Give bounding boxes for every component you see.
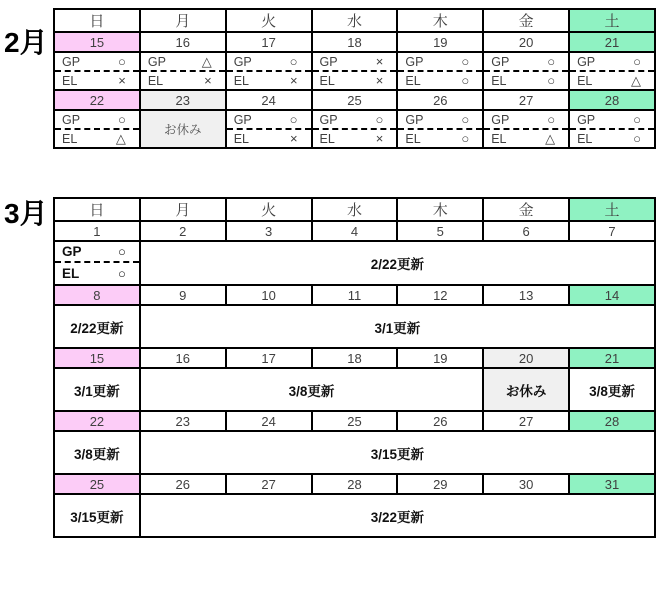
mark-symbol-circle: ○ [117,266,126,281]
mark-cell [569,71,655,90]
mark-cell [483,129,569,148]
mark-cell [569,129,655,148]
mark-label: EL [405,131,421,146]
mark-label: GP [62,244,82,259]
date-cell: 19 [397,32,483,52]
mark-cell [312,71,398,90]
mark-cell [226,129,312,148]
mark-symbol-triangle: △ [115,130,126,146]
date-cell: 27 [226,474,312,494]
mark-label: EL [62,73,78,88]
date-cell: 21 [569,348,655,368]
mark-symbol-cross: × [118,73,126,88]
february-calendar [4,8,656,149]
date-cell: 15 [54,348,140,368]
update-note-cell: 3/15更新 [140,431,655,474]
day-header-cell: 土 [569,198,655,221]
mark-symbol-circle: ○ [461,54,470,69]
day-header-cell: 木 [397,198,483,221]
mark-symbol-circle: ○ [289,112,298,127]
day-header-cell: 金 [483,198,569,221]
mark-symbol-circle: ○ [289,54,298,69]
date-cell: 12 [397,285,483,305]
mark-cell [226,71,312,90]
date-cell: 23 [140,90,226,110]
mark-label: GP [577,112,596,127]
date-cell: 31 [569,474,655,494]
day-header-cell: 土 [569,9,655,32]
mark-label: GP [577,54,596,69]
update-note-cell: 3/8更新 [569,368,655,411]
mark-label: EL [233,73,249,88]
mark-cell [54,71,140,90]
date-cell: 15 [54,32,140,52]
mark-symbol-cross: × [375,73,384,88]
date-cell: 28 [569,90,655,110]
mark-label: GP [62,112,81,127]
day-header-cell: 日 [54,9,140,32]
day-header-cell: 月 [140,9,226,32]
date-cell: 20 [483,348,569,368]
mark-cell [397,71,483,90]
mark-label: GP [233,54,252,69]
mark-label: EL [147,73,164,88]
date-cell: 24 [226,90,312,110]
day-header-cell: 火 [226,198,312,221]
date-cell: 25 [312,90,398,110]
mark-symbol-circle: ○ [633,54,641,69]
mark-cell [312,129,398,148]
date-cell: 11 [312,285,398,305]
date-cell: 24 [226,411,312,431]
mark-label: GP [491,112,510,127]
date-cell: 20 [483,32,569,52]
date-cell: 27 [483,411,569,431]
mark-label: EL [62,131,78,146]
mark-label: EL [233,131,249,146]
mark-symbol-circle: ○ [633,112,641,127]
mark-label: GP [319,112,338,127]
mark-label: GP [405,54,424,69]
mark-label: GP [233,112,252,127]
mark-symbol-circle: ○ [461,131,470,146]
day-header-cell: 月 [140,198,226,221]
mark-label: EL [319,73,335,88]
date-cell: 7 [569,221,655,241]
update-note-cell: 3/8更新 [140,368,483,411]
date-cell: 19 [397,348,483,368]
date-cell: 30 [483,474,569,494]
mark-label: EL [405,73,421,88]
mark-cell [312,52,398,71]
date-cell: 1 [54,221,140,241]
date-cell: 29 [397,474,483,494]
mark-symbol-cross: × [375,54,384,69]
mark-symbol-circle: ○ [547,54,556,69]
date-cell: 28 [312,474,398,494]
mark-symbol-circle: ○ [375,112,384,127]
day-header-cell: 木 [397,9,483,32]
date-cell: 22 [54,411,140,431]
mark-cell [312,110,398,129]
update-note-cell: 3/8更新 [54,431,140,474]
date-cell: 18 [312,32,398,52]
rest-day-cell: お休み [483,368,569,411]
mark-label: EL [491,73,507,88]
mark-cell [397,129,483,148]
update-note-cell: 3/1更新 [140,305,655,348]
date-cell: 17 [226,348,312,368]
mark-cell [483,110,569,129]
day-header-cell: 火 [226,9,312,32]
mark-symbol-cross: × [204,73,212,88]
date-cell: 17 [226,32,312,52]
mark-cell [54,110,140,129]
update-note-cell: 2/22更新 [54,305,140,348]
mark-symbol-cross: × [289,131,298,146]
mark-cell [397,110,483,129]
date-cell: 27 [483,90,569,110]
mark-symbol-triangle: △ [201,53,212,69]
mark-symbol-circle: ○ [461,112,470,127]
date-cell: 13 [483,285,569,305]
mark-symbol-circle: ○ [117,244,126,259]
date-cell: 22 [54,90,140,110]
mark-symbol-circle: ○ [547,112,556,127]
date-cell: 28 [569,411,655,431]
date-cell: 10 [226,285,312,305]
mark-symbol-circle: ○ [547,73,556,88]
date-cell: 26 [140,474,226,494]
mark-label: GP [405,112,424,127]
mark-cell [397,52,483,71]
update-note-cell: 3/22更新 [140,494,655,537]
mark-cell [140,52,226,71]
mark-cell [54,129,140,148]
mark-symbol-triangle: △ [631,72,641,88]
calendar-page [0,8,659,594]
mark-label: EL [577,131,593,146]
day-header-cell: 日 [54,198,140,221]
month-label-march: 3月 [4,198,48,229]
mark-cell [483,52,569,71]
date-cell: 26 [397,411,483,431]
date-cell: 5 [397,221,483,241]
date-cell: 4 [312,221,398,241]
update-note-cell: 3/1更新 [54,368,140,411]
mark-symbol-circle: ○ [633,131,641,146]
date-cell: 8 [54,285,140,305]
date-cell: 6 [483,221,569,241]
date-cell: 3 [226,221,312,241]
mark-label: EL [319,131,335,146]
february-calendar-table [53,8,656,149]
mark-cell [483,71,569,90]
mark-label: GP [491,54,510,69]
mark-label: GP [62,54,81,69]
day-header-cell: 水 [312,198,398,221]
date-cell: 9 [140,285,226,305]
update-note-cell: 2/22更新 [140,241,655,285]
mark-label: EL [491,131,507,146]
mark-symbol-triangle: △ [545,130,556,146]
mark-label: GP [319,54,338,69]
mark-label: GP [147,54,166,69]
mark-symbol-circle: ○ [117,112,126,127]
mark-symbol-cross: × [375,131,384,146]
day-header-cell: 金 [483,9,569,32]
day-header-cell: 水 [312,9,398,32]
mark-cell [226,110,312,129]
month-label-february: 2月 [4,27,48,58]
date-cell: 14 [569,285,655,305]
date-cell: 21 [569,32,655,52]
date-cell: 26 [397,90,483,110]
date-cell: 18 [312,348,398,368]
date-cell: 16 [140,32,226,52]
mark-cell [569,110,655,129]
date-cell: 2 [140,221,226,241]
date-cell: 25 [54,474,140,494]
march-calendar [4,197,656,538]
mark-label: EL [62,266,80,281]
date-cell: 16 [140,348,226,368]
mark-cell [226,52,312,71]
mark-symbol-circle: ○ [117,54,126,69]
rest-day-cell: お休み [140,110,226,148]
update-note-cell: 3/15更新 [54,494,140,537]
mark-symbol-circle: ○ [461,73,470,88]
mark-label: EL [577,73,593,88]
date-cell: 25 [312,411,398,431]
march-calendar-table [53,197,656,538]
date-cell: 23 [140,411,226,431]
marks-stack-cell [54,241,140,285]
mark-cell [569,52,655,71]
mark-cell [140,71,226,90]
mark-cell [54,52,140,71]
mark-symbol-cross: × [289,73,298,88]
